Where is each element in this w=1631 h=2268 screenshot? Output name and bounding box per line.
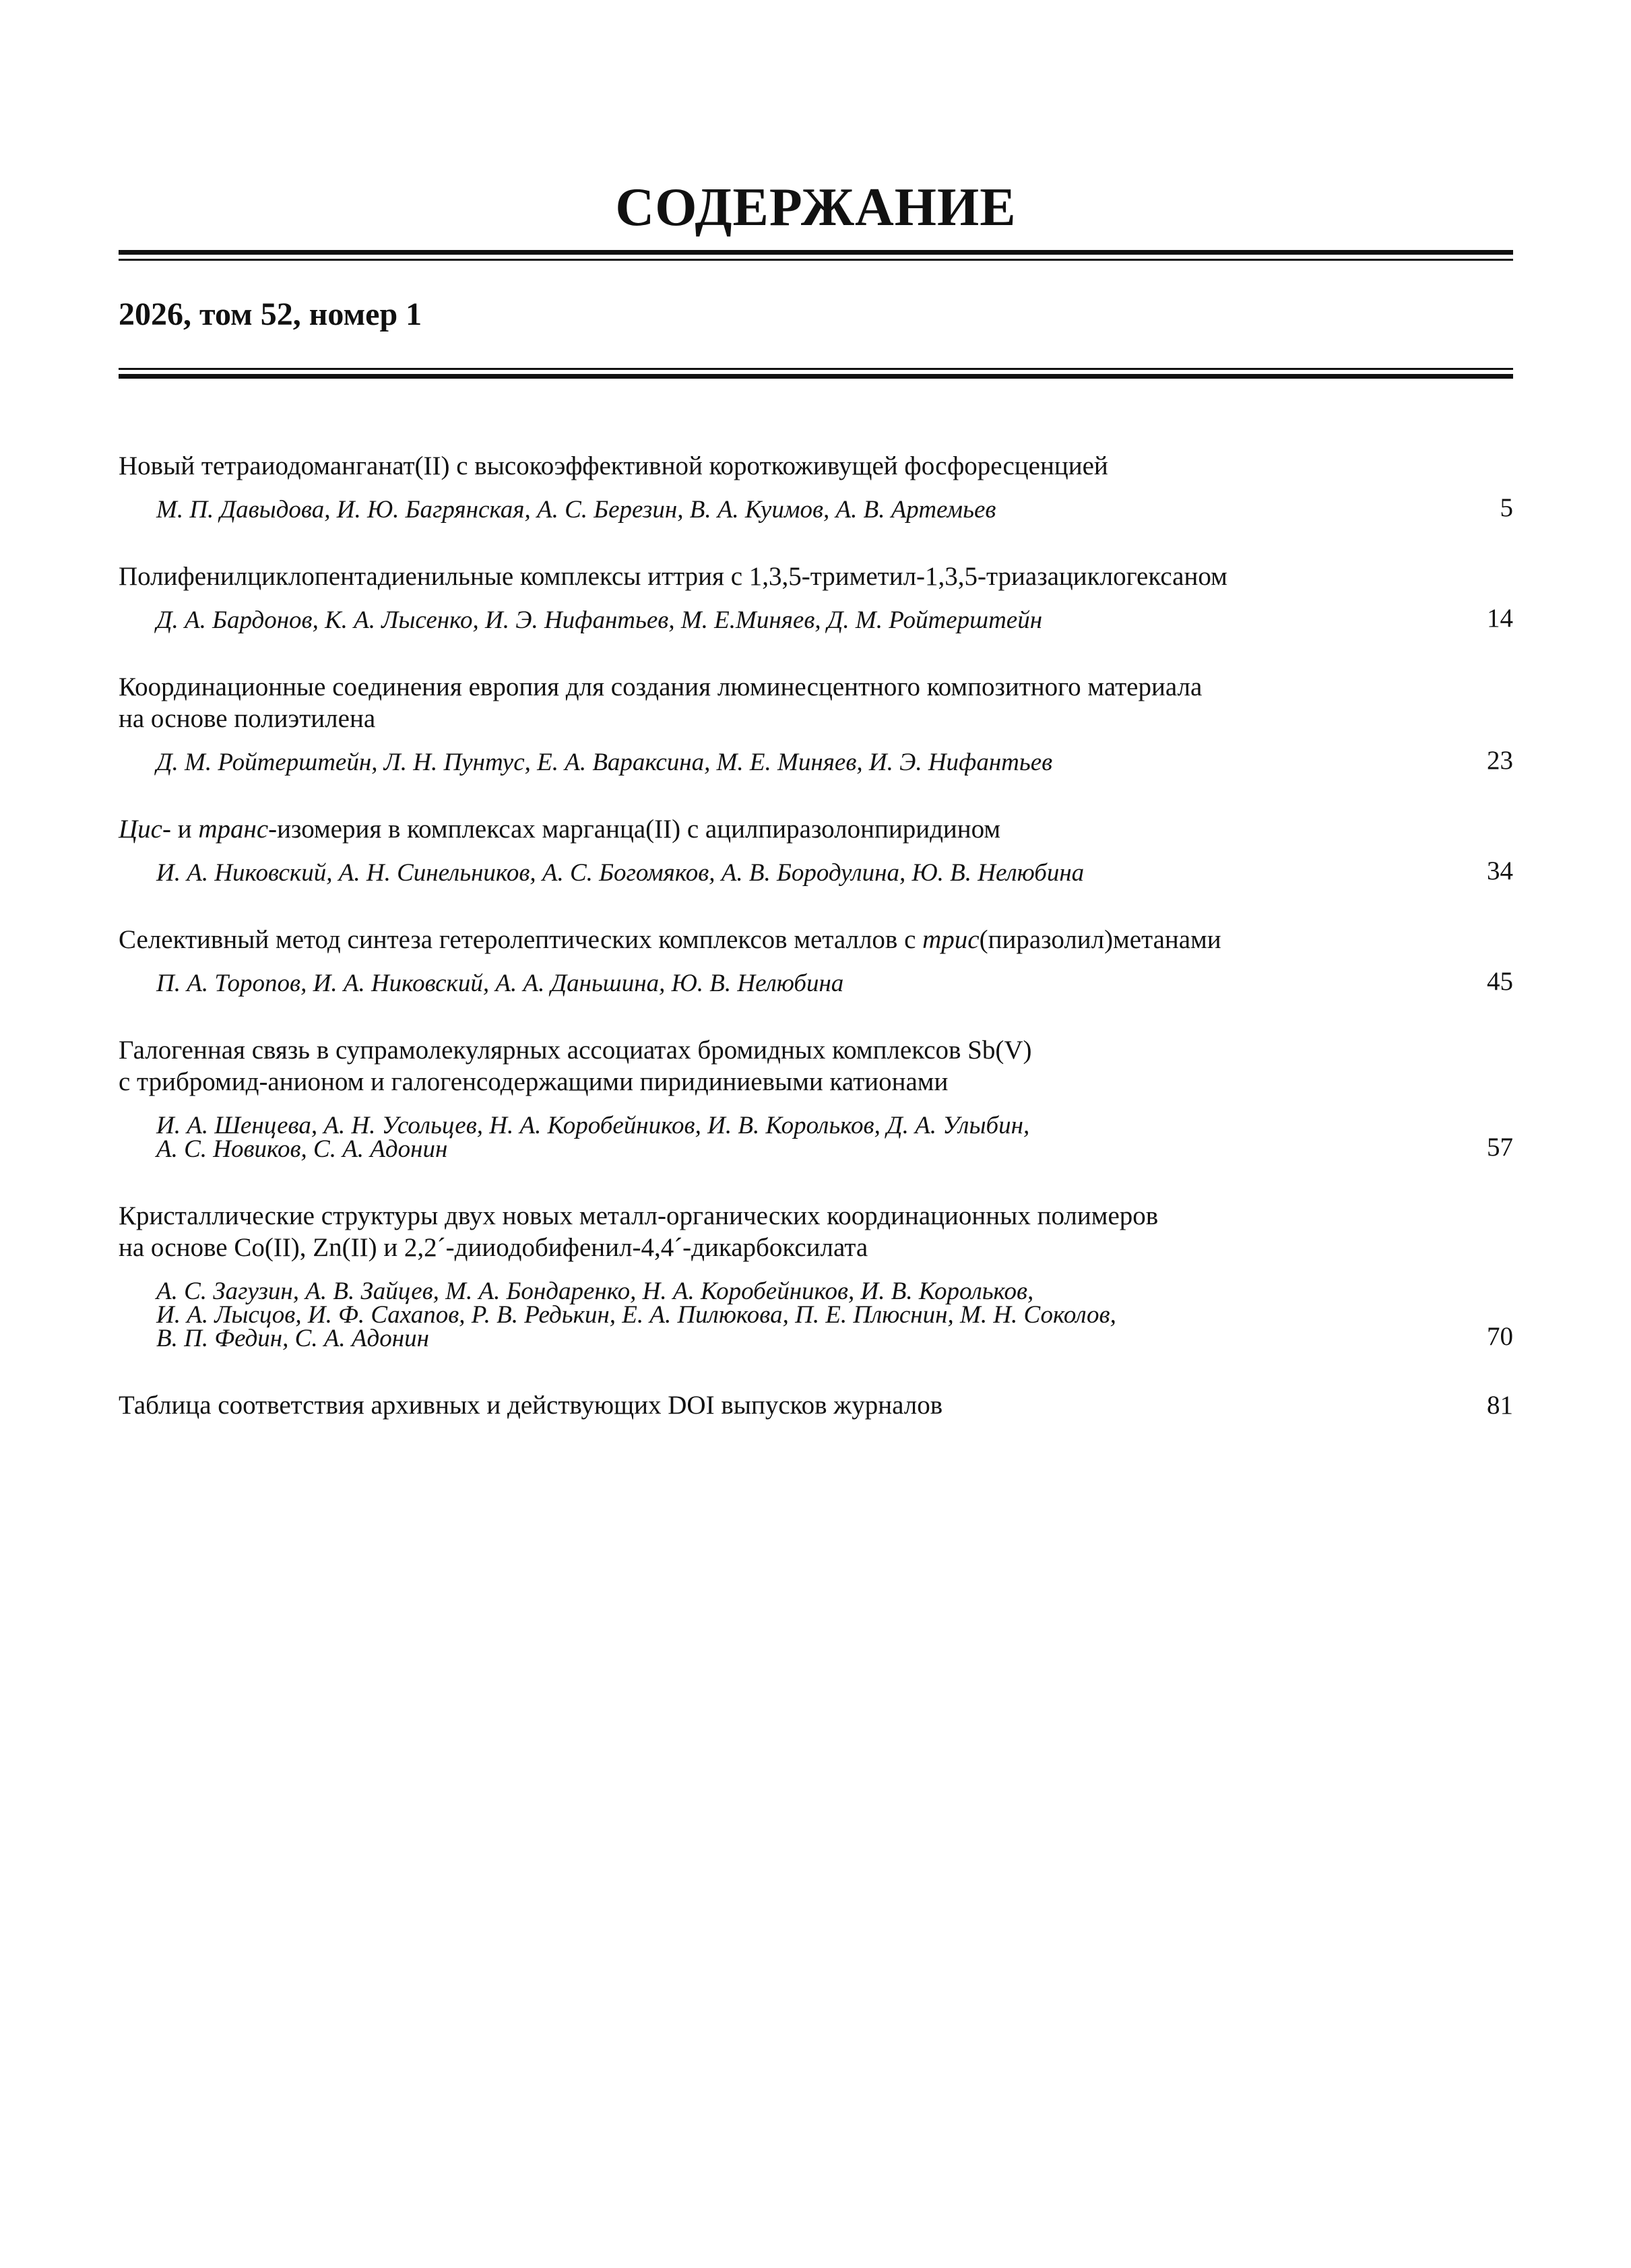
article-authors xyxy=(119,1114,1369,1161)
author-line: П. А. Торопов, И. А. Никовский, А. А. Даньшина, Ю. В. Нелюбина xyxy=(156,970,844,997)
top-double-rule xyxy=(119,250,1513,261)
author-line: М. П. Давыдова, И. Ю. Багрянская, А. С. Березин, В. А. Куимов, А. В. Артемьев xyxy=(156,496,996,524)
page-number: 70 xyxy=(1487,1322,1513,1351)
page-number: 23 xyxy=(1487,746,1513,775)
rule-thick xyxy=(119,250,1513,255)
toc-entry xyxy=(119,561,1513,632)
page-number: 57 xyxy=(1487,1133,1513,1162)
page-number: 34 xyxy=(1487,856,1513,885)
toc-page xyxy=(119,0,1513,2268)
article-title-part: (пиразолил)метанами xyxy=(979,925,1221,954)
page-number: 81 xyxy=(1487,1391,1513,1420)
article-authors xyxy=(119,751,1369,774)
toc-entry xyxy=(119,1034,1513,1161)
article-title-line: Галогенная связь в супрамолекулярных ассоциатах бромидных комплексов Sb(V) xyxy=(119,1036,1032,1065)
article-title-line: на основе Co(II), Zn(II) и 2,2´-дииодобифенил-4,4´-дикарбоксилата xyxy=(119,1233,868,1262)
article-title-line: на основе полиэтилена xyxy=(119,704,376,733)
article-title-part: транс xyxy=(198,815,269,844)
article-title xyxy=(119,1034,1446,1098)
article-title-part: трис xyxy=(922,925,980,954)
bottom-double-rule xyxy=(119,368,1513,379)
toc-entry xyxy=(119,1389,1513,1421)
article-title-line: Полифенилциклопентадиенильные комплексы иттрия с 1,3,5-триметил-1,3,5-триазациклогексаном xyxy=(119,562,1227,591)
issue-info: 2026, том 52, номер 1 xyxy=(119,296,422,332)
article-title xyxy=(119,1389,1446,1421)
article-title-line: с трибромид-анионом и галогенсодержащими пиридиниевыми катионами xyxy=(119,1067,949,1096)
article-title-line: Новый тетраиодоманганат(II) с высокоэффективной короткоживущей фосфоресценцией xyxy=(119,451,1108,480)
article-title-line: Таблица соответствия архивных и действующих DOI выпусков журналов xyxy=(119,1391,943,1420)
rule-thin xyxy=(119,259,1513,261)
article-authors xyxy=(119,498,1369,522)
article-authors xyxy=(119,972,1369,995)
toc-entry xyxy=(119,450,1513,522)
article-title-part: Цис xyxy=(119,815,162,844)
author-line: Д. А. Бардонов, К. А. Лысенко, И. Э. Нифантьев, М. Е.Миняев, Д. М. Ройтерштейн xyxy=(156,606,1043,634)
toc-entry xyxy=(119,671,1513,774)
article-title-part: Селективный метод синтеза гетеролептических комплексов металлов с xyxy=(119,925,923,954)
article-title-part: - и xyxy=(162,815,199,844)
article-authors xyxy=(119,1280,1369,1350)
article-authors xyxy=(119,861,1369,885)
page-number: 45 xyxy=(1487,967,1513,996)
article-title xyxy=(119,671,1446,734)
author-line: И. А. Шенцева, А. Н. Усольцев, Н. А. Коробейников, И. В. Корольков, Д. А. Улыбин, xyxy=(156,1112,1030,1139)
author-line: Д. М. Ройтерштейн, Л. Н. Пунтус, Е. А. Вараксина, М. Е. Миняев, И. Э. Нифантьев xyxy=(156,749,1053,776)
author-line: В. П. Федин, С. А. Адонин xyxy=(156,1325,429,1352)
author-line: И. А. Лысцов, И. Ф. Сахапов, Р. В. Редькин, Е. А. Пилюкова, П. Е. Плюснин, М. Н. Соколов, xyxy=(156,1301,1116,1329)
page-number: 14 xyxy=(1487,604,1513,633)
author-line: И. А. Никовский, А. Н. Синельников, А. С. Богомяков, А. В. Бородулина, Ю. В. Нелюбина xyxy=(156,859,1085,887)
page-title: СОДЕРЖАНИЕ xyxy=(615,178,1017,237)
article-title xyxy=(119,813,1446,845)
author-line: А. С. Новиков, С. А. Адонин xyxy=(156,1135,448,1163)
toc-entry xyxy=(119,1200,1513,1350)
author-line: А. С. Загузин, А. В. Зайцев, М. А. Бондаренко, Н. А. Коробейников, И. В. Корольков, xyxy=(156,1278,1034,1305)
page-number: 5 xyxy=(1500,493,1513,522)
article-title xyxy=(119,561,1446,592)
rule-thick xyxy=(119,374,1513,379)
article-title xyxy=(119,1200,1446,1263)
table-of-contents xyxy=(119,450,1513,1460)
article-authors xyxy=(119,608,1369,632)
article-title-part: -изомерия в комплексах марганца(II) с ацилпиразолонпиридином xyxy=(268,815,1001,844)
toc-entry xyxy=(119,813,1513,885)
article-title xyxy=(119,450,1446,482)
article-title-line: Кристаллические структуры двух новых металл-органических координационных полимеров xyxy=(119,1201,1159,1230)
article-title xyxy=(119,924,1446,955)
article-title-line: Координационные соединения европия для создания люминесцентного композитного материала xyxy=(119,672,1203,701)
toc-entry xyxy=(119,924,1513,995)
